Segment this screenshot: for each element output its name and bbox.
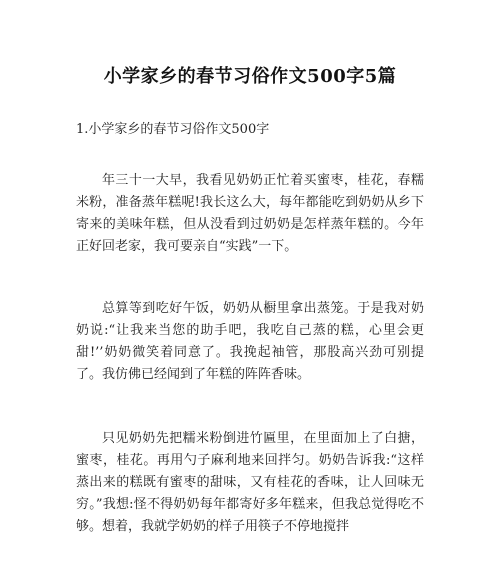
- paragraph-1: 年三十一大早，我看见奶奶正忙着买蜜枣，桂花，春糯米粉，准备蒸年糕呢!我长这么大，每年都能吃到奶奶从乡下寄来的美味年糕，但从没看到过奶奶是怎样蒸年糕的。今年正好回老家，我可要亲自“实践”一下。: [76, 173, 424, 254]
- paragraph-3: 只见奶奶先把糯米粉倒进竹匾里，在里面加上了白搪，蜜枣，桂花。再用勺子麻利地来回拌匀。奶奶告诉我:“这样蒸出来的糕既有蜜枣的甜味，又有桂花的香味，让人回味无穷。”我想:怪不得奶奶每年都寄好多年糕来，但我总觉得吃不够。想着，我就学奶奶的样子用筷子不停地搅拌: [76, 431, 424, 534]
- section-heading: 1.小学家乡的春节习俗作文500字: [76, 122, 270, 137]
- paragraph-2: 总算等到吃好午饭，奶奶从橱里拿出蒸笼。于是我对奶奶说:“让我来当您的助手吧，我吃自己蒸的糕，心里会更甜!’’奶奶微笑着同意了。我挽起袖管，那股高兴劲可别提了。我仿佛已经闻到了年糕的阵阵香味。: [76, 301, 424, 382]
- document-title: 小学家乡的春节习俗作文500字5篇: [103, 66, 397, 87]
